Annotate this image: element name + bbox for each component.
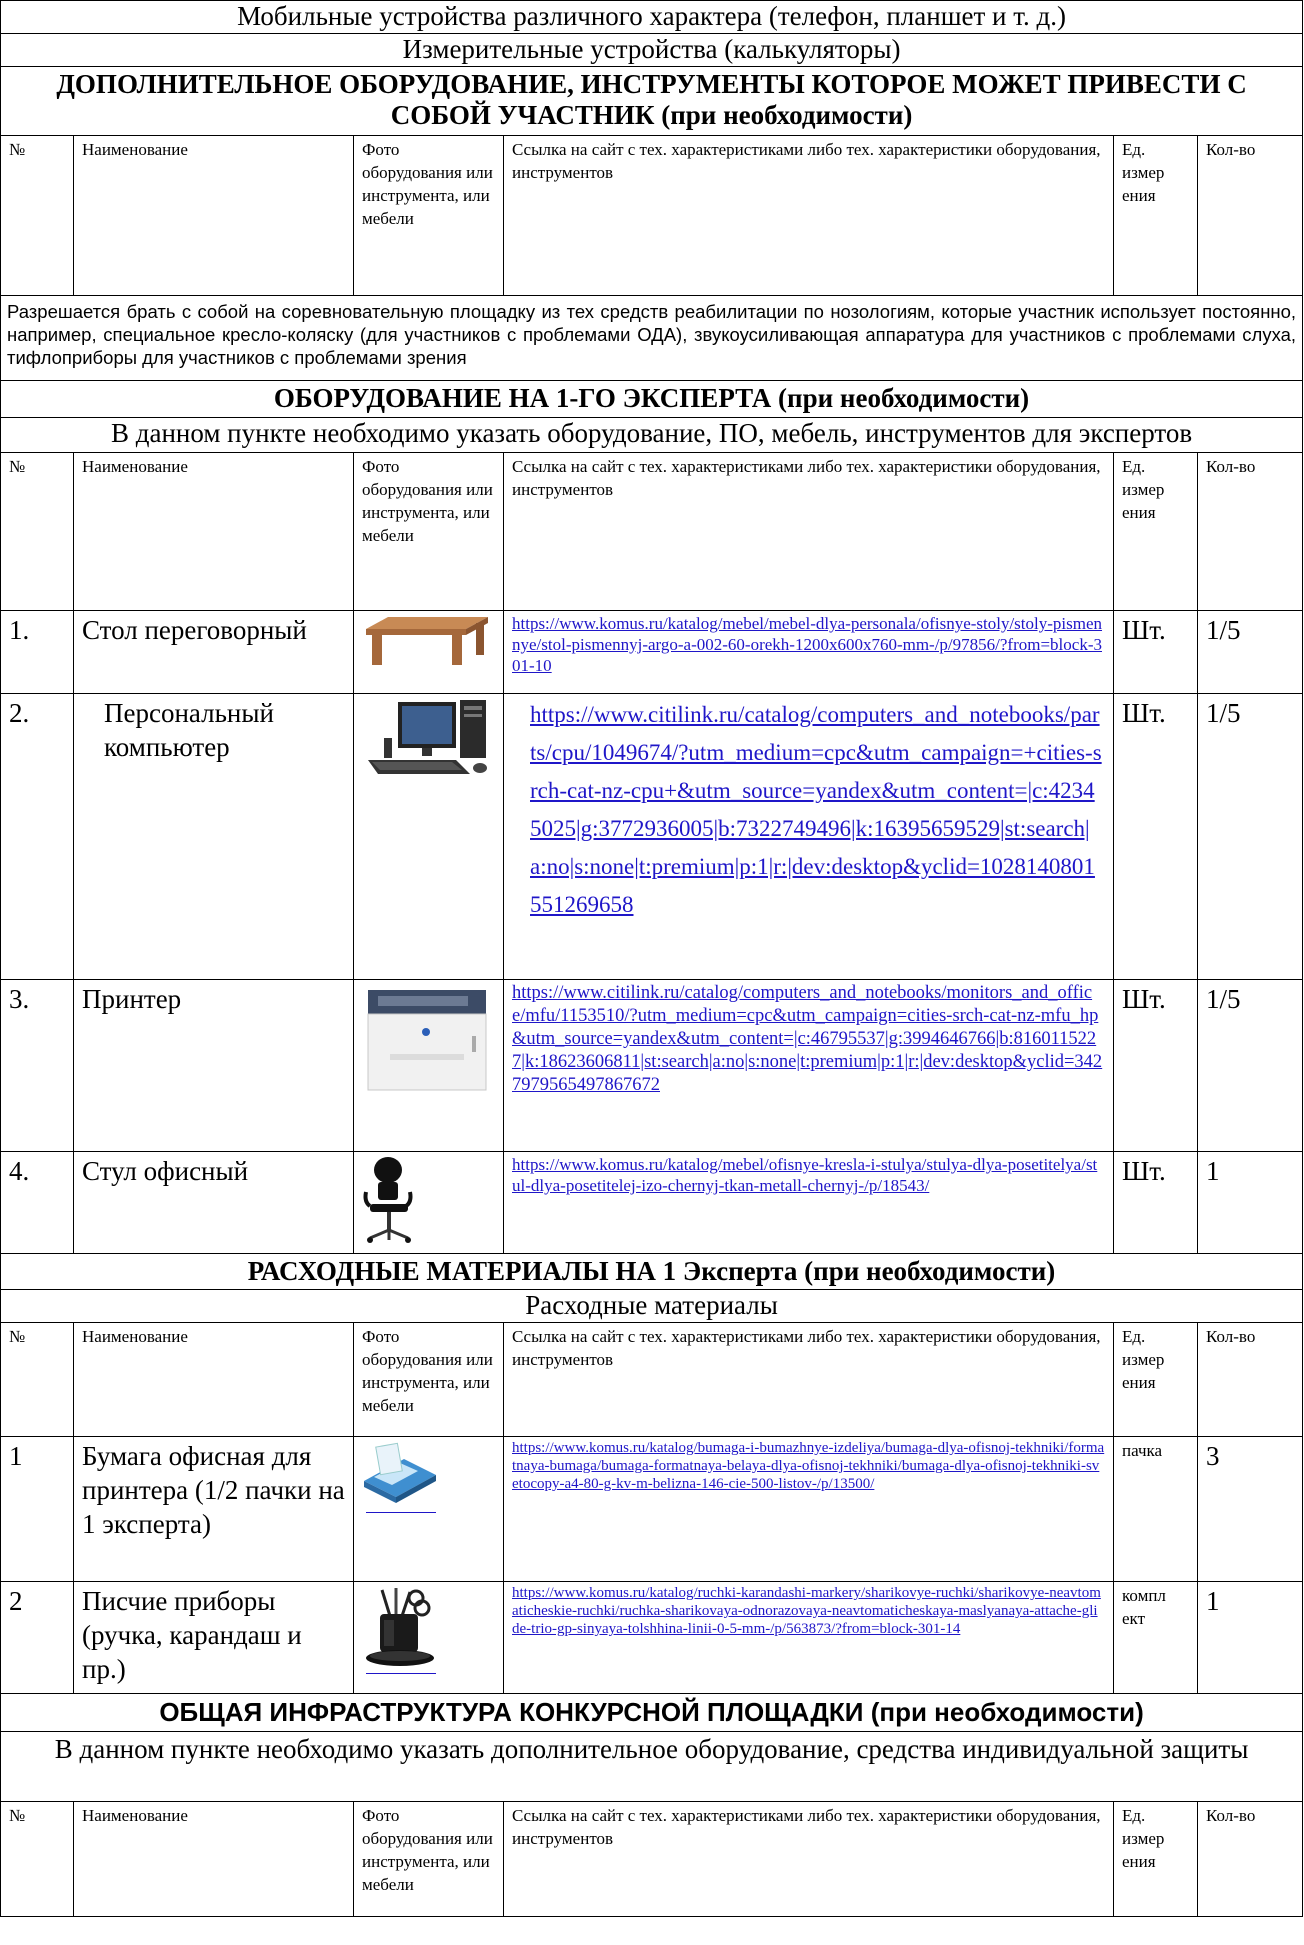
item-name: Стул офисный [74,1152,354,1254]
table-row [1,1152,1303,1254]
table-row [1,694,1303,980]
measuring-devices-row: Измерительные устройства (калькуляторы) [1,34,1303,67]
chair-icon [360,1156,420,1244]
item-name: Принтер [74,980,354,1152]
table-icon [360,615,492,667]
table-row [1,980,1303,1152]
header-link: Ссылка на сайт с тех. характеристиками либо тех. характеристики оборудования, инструментов [504,136,1114,296]
item-link[interactable]: https://www.komus.ru/katalog/ruchki-karandashi-markery/sharikovye-ruchki/sharikovye-neavtomaticheskie-ruchki/ruchka-sharikovaya-odnorazovaya-neavtomaticheskaya-maslyanaya-attache-glide-trio-gp-sinyaya-tolshhina-linii-0-5-mm-/p/563873/?from=block-301-14 [512,1585,1101,1637]
table-row [1,1437,1303,1582]
header-photo: Фото оборудования или инструмента, или мебели [354,136,504,296]
header-num: № [1,136,74,296]
item-num: 4. [1,1152,74,1254]
consumables-section-subtitle: Расходные материалы [1,1290,1303,1323]
item-qty: 3 [1198,1437,1303,1582]
item-link[interactable]: https://www.komus.ru/katalog/bumaga-i-bumazhnye-izdeliya/bumaga-dlya-ofisnoj-tekhniki/formatnaya-bumaga/bumaga-formatnaya-belaya-dlya-ofisnoj-tekhniki/bumaga-dlya-ofisnoj-tekhniki-svetocopy-a4-80-g-kv-m-belizna-146-cie-500-listov-/p/13500/ [512,1440,1105,1492]
item-num: 2 [1,1582,74,1694]
item-qty: 1 [1198,1582,1303,1694]
item-num: 1. [1,611,74,694]
item-qty: 1 [1198,1152,1303,1254]
pen-holder-icon [360,1586,440,1668]
header-row: № Наименование Фото оборудования или инструмента, или мебели Ссылка на сайт с тех. характеристиками либо тех. характеристики оборудования, инструментов Ед. измер ения Кол-во [1,1802,1303,1917]
item-unit: Шт. [1114,694,1198,980]
item-link[interactable]: https://www.citilink.ru/catalog/computers_and_notebooks/parts/cpu/1049674/?utm_medium=cpc&utm_campaign=+cities-srch-cat-nz-cpu+&utm_source=yandex&utm_content=|c:42345025|g:3772936005|b:7322749496|k:16395659529|st:search|a:no|s:none|t:premium|p:1|r:|dev:desktop&yclid=1028140801551269658 [530,702,1102,917]
table-row [1,611,1303,694]
item-link[interactable]: https://www.komus.ru/katalog/mebel/ofisnye-kresla-i-stulya/stulya-dlya-posetitelya/stul-dlya-posetitelej-izo-chernyj-tkan-metall-chernyj-/p/18543/ [512,1155,1098,1195]
item-link[interactable]: https://www.komus.ru/katalog/mebel/mebel-dlya-personala/ofisnye-stoly/stoly-pismennye/stol-pismennyj-argo-a-002-60-orekh-1200x600x760-mm-/p/97856/?from=block-301-10 [512,614,1103,675]
paper-pack-icon [360,1441,440,1507]
expert-section-subtitle: В данном пункте необходимо указать оборудование, ПО, мебель, инструментов для экспертов [1,418,1303,453]
item-link[interactable]: https://www.citilink.ru/catalog/computers_and_notebooks/monitors_and_office/mfu/1153510/?utm_medium=cpc&utm_campaign=cities-srch-cat-nz-mfu_hp&utm_source=yandex&utm_content=|c:46795537|g:3994646766|b:8160115227|k:18623606811|st:search|a:no|s:none|t:premium|p:1|r:|dev:desktop&yclid=3427979565497867672 [512,983,1103,1095]
header-row [1,136,1303,296]
item-num: 1 [1,1437,74,1582]
header-qty: Кол-во [1198,136,1303,296]
item-unit: пачка [1114,1437,1198,1582]
printer-icon [360,984,494,1096]
extra-equipment-title: ДОПОЛНИТЕЛЬНОЕ ОБОРУДОВАНИЕ, ИНСТРУМЕНТЫ КОТОРОЕ МОЖЕТ ПРИВЕСТИ С СОБОЙ УЧАСТНИК (при необходимости) [1,67,1303,136]
item-unit: компл ект [1114,1582,1198,1694]
mobile-devices-row: Мобильные устройства различного характера (телефон, планшет и т. д.) [1,1,1303,34]
item-unit: Шт. [1114,980,1198,1152]
item-unit: Шт. [1114,1152,1198,1254]
header-unit: Ед. измер ения [1114,136,1198,296]
item-num: 3. [1,980,74,1152]
consumables-section-title: РАСХОДНЫЕ МАТЕРИАЛЫ НА 1 Эксперта (при необходимости) [1,1254,1303,1290]
infra-section-subtitle: В данном пункте необходимо указать дополнительное оборудование, средства индивидуальной защиты [1,1732,1303,1802]
item-unit: Шт. [1114,611,1198,694]
header-row: № Наименование Фото оборудования или инструмента, или мебели Ссылка на сайт с тех. характеристиками либо тех. характеристики оборудования, инструментов Ед. измер ения Кол-во [1,453,1303,611]
item-name: Писчие приборы (ручка, карандаш и пр.) [74,1582,354,1694]
item-num: 2. [1,694,74,980]
item-name: Бумага офисная для принтера (1/2 пачки на 1 эксперта) [74,1437,354,1582]
expert-section-title: ОБОРУДОВАНИЕ НА 1-ГО ЭКСПЕРТА (при необходимости) [1,381,1303,418]
rehab-note: Разрешается брать с собой на соревновательную площадку из тех средств реабилитации по нозологиям, которые участник использует постоянно, например, специальное кресло-коляску (для участников с проблемами ОДА), звукоусиливающая аппаратура для участников с проблемами слуха, тифлоприборы для участников с проблемами зрения [1,296,1303,381]
header-row: № Наименование Фото оборудования или инструмента, или мебели Ссылка на сайт с тех. характеристиками либо тех. характеристики оборудования, инструментов Ед. измер ения Кол-во [1,1323,1303,1437]
computer-icon [360,698,494,780]
item-qty: 1/5 [1198,611,1303,694]
infra-section-title: ОБЩАЯ ИНФРАСТРУКТУРА КОНКУРСНОЙ ПЛОЩАДКИ (при необходимости) [1,1694,1303,1732]
item-name: Персональный компьютер [74,694,354,980]
item-name: Стол переговорный [74,611,354,694]
table-row [1,1582,1303,1694]
item-qty: 1/5 [1198,980,1303,1152]
item-qty: 1/5 [1198,694,1303,980]
header-name: Наименование [74,136,354,296]
